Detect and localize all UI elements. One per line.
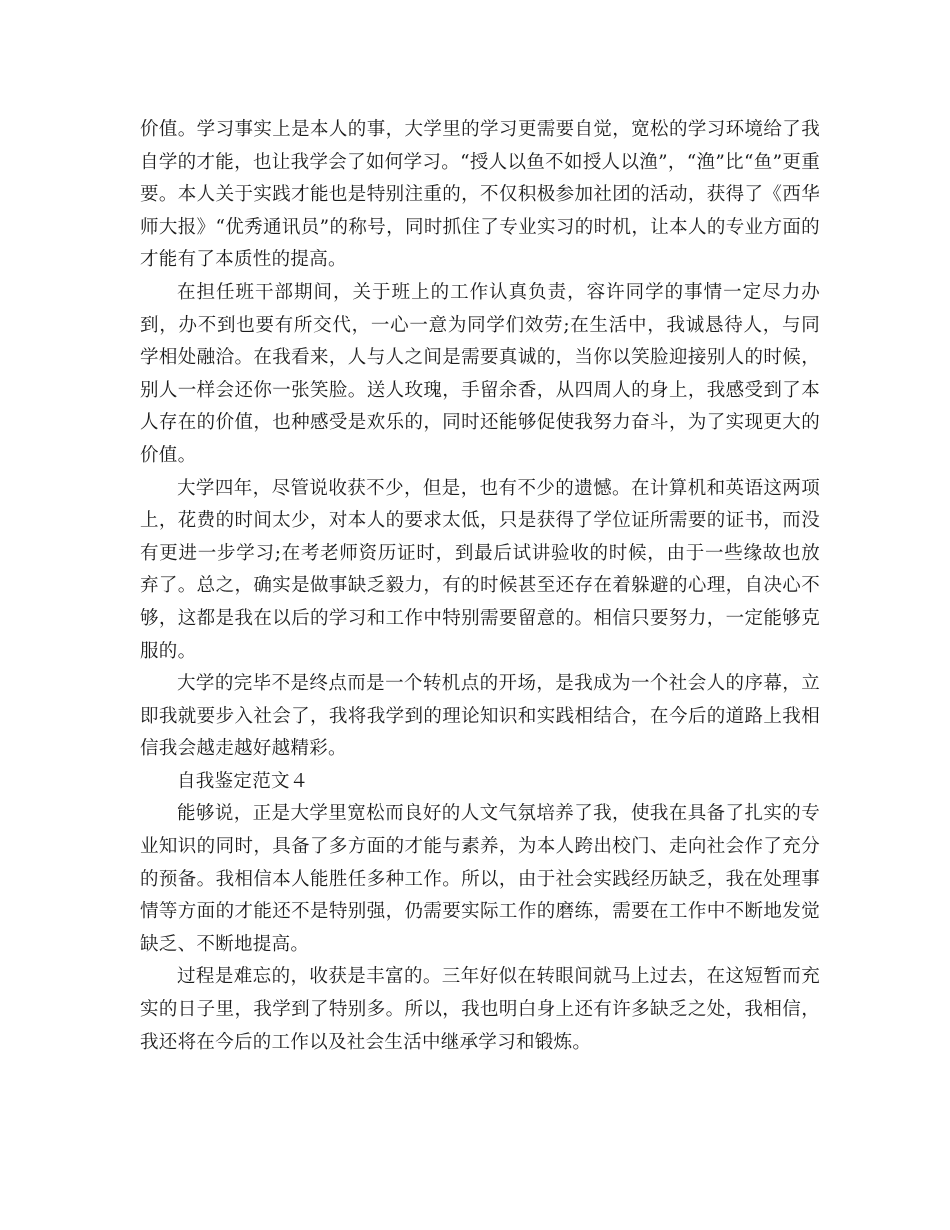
paragraph-4: 大学的完毕不是终点而是一个转机点的开场，是我成为一个社会人的序幕，立即我就要步入社会了，我将我学到的理论知识和实践相结合，在今后的道路上我相信我会越走越好越精彩。 bbox=[140, 673, 820, 760]
paragraph-2: 在担任班干部期间，关于班上的工作认真负责，容许同学的事情一定尽力办到，办不到也要有所交代，一心一意为同学们效劳;在生活中，我诚恳待人，与同学相处融洽。在我看来，人与人之间是需要真诚的，当你以笑脸迎接别人的时候，别人一样会还你一张笑脸。送人玫瑰，手留余香，从四周人的身上，我感受到了本人存在的价值，也种感受是欢乐的，同时还能够促使我努力奋斗，为了实现更大的价值。 bbox=[140, 281, 820, 466]
paragraph-5: 能够说，正是大学里宽松而良好的人文气氛培养了我，使我在具备了扎实的专业知识的同时，具备了多方面的才能与素养，为本人跨出校门、走向社会作了充分的预备。我相信本人能胜任多种工作。所以，由于社会实践经历缺乏，我在处理事情等方面的才能还不是特别强，仍需要实际工作的磨练，需要在工作中不断地发觉缺乏、不断地提高。 bbox=[140, 803, 820, 955]
paragraph-6: 过程是难忘的，收获是丰富的。三年好似在转眼间就马上过去，在这短暂而充实的日子里，我学到了特别多。所以，我也明白身上还有许多缺乏之处，我相信，我还将在今后的工作以及社会生活中继承学习和锻炼。 bbox=[140, 966, 820, 1053]
paragraph-3: 大学四年，尽管说收获不少，但是，也有不少的遗憾。在计算机和英语这两项上，花费的时间太少，对本人的要求太低，只是获得了学位证所需要的证书，而没有更进一步学习;在考老师资历证时，到最后试讲验收的时候，由于一些缘故也放弃了。总之，确实是做事缺乏毅力，有的时候甚至还存在着躲避的心理，自决心不够，这都是我在以后的学习和工作中特别需要留意的。相信只要努力，一定能够克服的。 bbox=[140, 477, 820, 662]
document-body bbox=[140, 114, 820, 1059]
section-heading: 自我鉴定范文４ bbox=[177, 770, 309, 792]
paragraph-1: 价值。学习事实上是本人的事，大学里的学习更需要自觉，宽松的学习环境给了我自学的才能，也让我学会了如何学习。“授人以鱼不如授人以渔”，“渔”比“鱼”更重要。本人关于实践才能也是特别注重的，不仅积极参加社团的活动，获得了《西华师大报》“优秀通讯员”的称号，同时抓住了专业实习的时机，让本人的专业方面的才能有了本质性的提高。 bbox=[140, 119, 820, 271]
